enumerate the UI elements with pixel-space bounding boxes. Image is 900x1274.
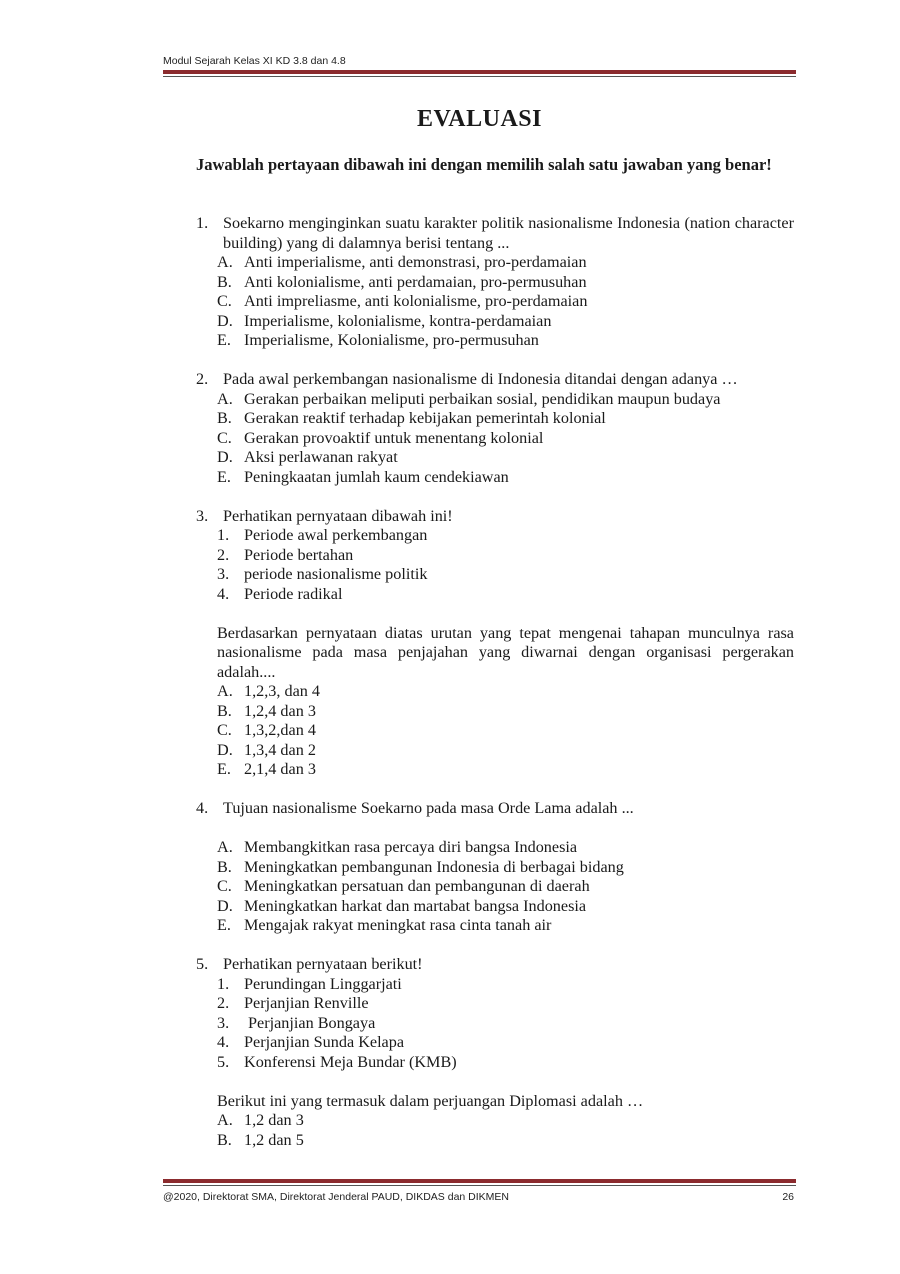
statement [196, 1033, 794, 1053]
statement [196, 565, 794, 585]
option [196, 429, 794, 449]
option-text: 2,1,4 dan 3 [244, 760, 316, 778]
option [196, 468, 794, 488]
statement-label: 3. [217, 565, 230, 583]
footer-rule [163, 1179, 796, 1183]
option [196, 273, 794, 293]
option-label: A. [217, 682, 233, 700]
option [196, 897, 794, 917]
spacer [196, 1072, 794, 1092]
option-label: E. [217, 916, 231, 934]
option-label: D. [217, 896, 233, 915]
option-text: Aksi perlawanan rakyat [244, 448, 398, 466]
statement-text: Periode radikal [244, 584, 343, 603]
statement-label: 1. [217, 526, 230, 544]
option [196, 721, 794, 741]
statement-text: Periode awal perkembangan [244, 526, 428, 544]
question-text: Pada awal perkembangan nasionalisme di Indonesia ditandai dengan adanya … [223, 370, 738, 388]
question-prompt: Berdasarkan pernyataan diatas urutan yang tepat mengenai tahapan munculnya rasa nasionalisme pada masa penjajahan yang diwarnai dengan organisasi pergerakan adalah.... [217, 623, 794, 681]
option-text: Meningkatkan pembangunan Indonesia di berbagai bidang [244, 857, 624, 876]
option [196, 877, 794, 897]
option [196, 1111, 794, 1131]
option-label: A. [217, 838, 233, 856]
option [196, 1131, 794, 1151]
statement [196, 1053, 794, 1073]
question-prompt: Berikut ini yang termasuk dalam perjuangan Diplomasi adalah … [217, 1091, 644, 1110]
spacer [196, 936, 794, 956]
option-text: Gerakan reaktif terhadap kebijakan pemerintah kolonial [244, 409, 606, 427]
header-rule [163, 70, 796, 74]
option-text: Gerakan perbaikan meliputi perbaikan sosial, pendidikan maupun budaya [244, 389, 721, 408]
option-text: Mengajak rakyat meningkat rasa cinta tanah air [244, 916, 552, 934]
option-text: 1,2 dan 5 [244, 1130, 304, 1149]
option [196, 916, 794, 936]
option [196, 331, 794, 351]
option-text: 1,3,4 dan 2 [244, 740, 316, 759]
header-title: Modul Sejarah Kelas XI KD 3.8 dan 4.8 [163, 55, 346, 67]
footer-rule-thin [163, 1185, 796, 1186]
page-title: EVALUASI [417, 106, 542, 132]
option-label: E. [217, 467, 231, 486]
option [196, 409, 794, 429]
questions-list [196, 214, 794, 1150]
option-text: Imperialisme, Kolonialisme, pro-permusuhan [244, 331, 539, 349]
option-text: 1,3,2,dan 4 [244, 721, 316, 739]
option [196, 390, 794, 410]
statement-label: 2. [217, 545, 230, 564]
option [196, 253, 794, 273]
instruction-text: Jawablah pertayaan dibawah ini dengan memilih salah satu jawaban yang benar! [196, 155, 772, 174]
page-header [163, 55, 796, 77]
question-number: 2. [196, 370, 209, 388]
statement [196, 1014, 794, 1034]
spacer [196, 780, 794, 800]
statement-text: Konferensi Meja Bundar (KMB) [244, 1052, 457, 1071]
statement-text: Perjanjian Sunda Kelapa [244, 1033, 405, 1051]
option [196, 448, 794, 468]
question-text: Tujuan nasionalisme Soekarno pada masa Orde Lama adalah ... [223, 799, 634, 817]
question-text: Perhatikan pernyataan berikut! [223, 955, 423, 973]
spacer [196, 351, 794, 371]
option-label: B. [217, 409, 232, 427]
question-text: Soekarno menginginkan suatu karakter politik nasionalisme Indonesia (nation character building) yang di dalamnya berisi tentang ... [223, 214, 794, 252]
option [196, 682, 794, 702]
option [196, 312, 794, 332]
spacer [196, 487, 794, 507]
footer-text: @2020, Direktorat SMA, Direktorat Jenderal PAUD, DIKDAS dan DIKMEN [163, 1191, 510, 1203]
statement-label: 2. [217, 994, 230, 1012]
statement [196, 994, 794, 1014]
question-2 [196, 370, 794, 390]
option-text: Anti impreliasme, anti kolonialisme, pro-perdamaian [244, 292, 588, 310]
option-text: 1,2,3, dan 4 [244, 682, 320, 700]
question-number: 4. [196, 799, 209, 817]
option-label: B. [217, 272, 232, 291]
option-label: B. [217, 857, 232, 876]
option-text: Meningkatkan harkat dan martabat bangsa Indonesia [244, 896, 587, 915]
option-text: Peningkaatan jumlah kaum cendekiawan [244, 467, 509, 486]
option-text: 1,2,4 dan 3 [244, 701, 316, 720]
option-label: E. [217, 331, 231, 349]
statement [196, 585, 794, 605]
option-label: B. [217, 701, 232, 720]
header-rule-thin [163, 76, 796, 77]
question-number: 1. [196, 214, 209, 232]
statement [196, 526, 794, 546]
option [196, 741, 794, 761]
spacer [196, 604, 794, 624]
question-text: Perhatikan pernyataan dibawah ini! [223, 506, 453, 525]
option-text: Meningkatkan persatuan dan pembangunan di daerah [244, 877, 590, 895]
statement-label: 5. [217, 1052, 230, 1071]
statement-text: Perjanjian Renville [244, 994, 369, 1012]
page-footer [163, 1176, 796, 1203]
option [196, 702, 794, 722]
option-text: Gerakan provoaktif untuk menentang kolonial [244, 428, 544, 447]
statement-label: 3. [217, 1013, 230, 1032]
question-number: 3. [196, 506, 209, 525]
statement-label: 4. [217, 1033, 230, 1051]
statement-text: Periode bertahan [244, 545, 354, 564]
option-text: 1,2 dan 3 [244, 1111, 304, 1129]
option [196, 760, 794, 780]
footer-row [163, 1191, 796, 1203]
statement [196, 975, 794, 995]
question-4 [196, 799, 794, 819]
question-3 [196, 507, 794, 527]
option-label: E. [217, 760, 231, 778]
statement [196, 546, 794, 566]
option-text: Anti imperialisme, anti demonstrasi, pro-perdamaian [244, 253, 587, 271]
option-label: C. [217, 877, 232, 895]
option-label: D. [217, 448, 233, 466]
option-label: B. [217, 1130, 232, 1149]
option-label: A. [217, 253, 233, 271]
option-label: D. [217, 740, 233, 759]
option-text: Membangkitkan rasa percaya diri bangsa Indonesia [244, 838, 578, 856]
page-number: 26 [782, 1191, 794, 1203]
question-5 [196, 955, 794, 975]
statement-text: periode nasionalisme politik [244, 565, 428, 583]
option-label: C. [217, 292, 232, 310]
option-label: A. [217, 389, 233, 408]
question-number: 5. [196, 955, 209, 973]
option [196, 858, 794, 878]
option-text: Imperialisme, kolonialisme, kontra-perdamaian [244, 311, 552, 330]
statement-text: Perjanjian Bongaya [244, 1013, 376, 1032]
option-label: A. [217, 1111, 233, 1129]
option [196, 838, 794, 858]
statement-label: 4. [217, 584, 230, 603]
option-label: D. [217, 311, 233, 330]
option [196, 292, 794, 312]
statement-text: Perundingan Linggarjati [244, 974, 402, 993]
option-label: C. [217, 721, 232, 739]
option-text: Anti kolonialisme, anti perdamaian, pro-permusuhan [244, 272, 587, 291]
question-1 [196, 214, 794, 253]
spacer [196, 819, 794, 839]
option-label: C. [217, 428, 232, 447]
statement-label: 1. [217, 974, 230, 993]
